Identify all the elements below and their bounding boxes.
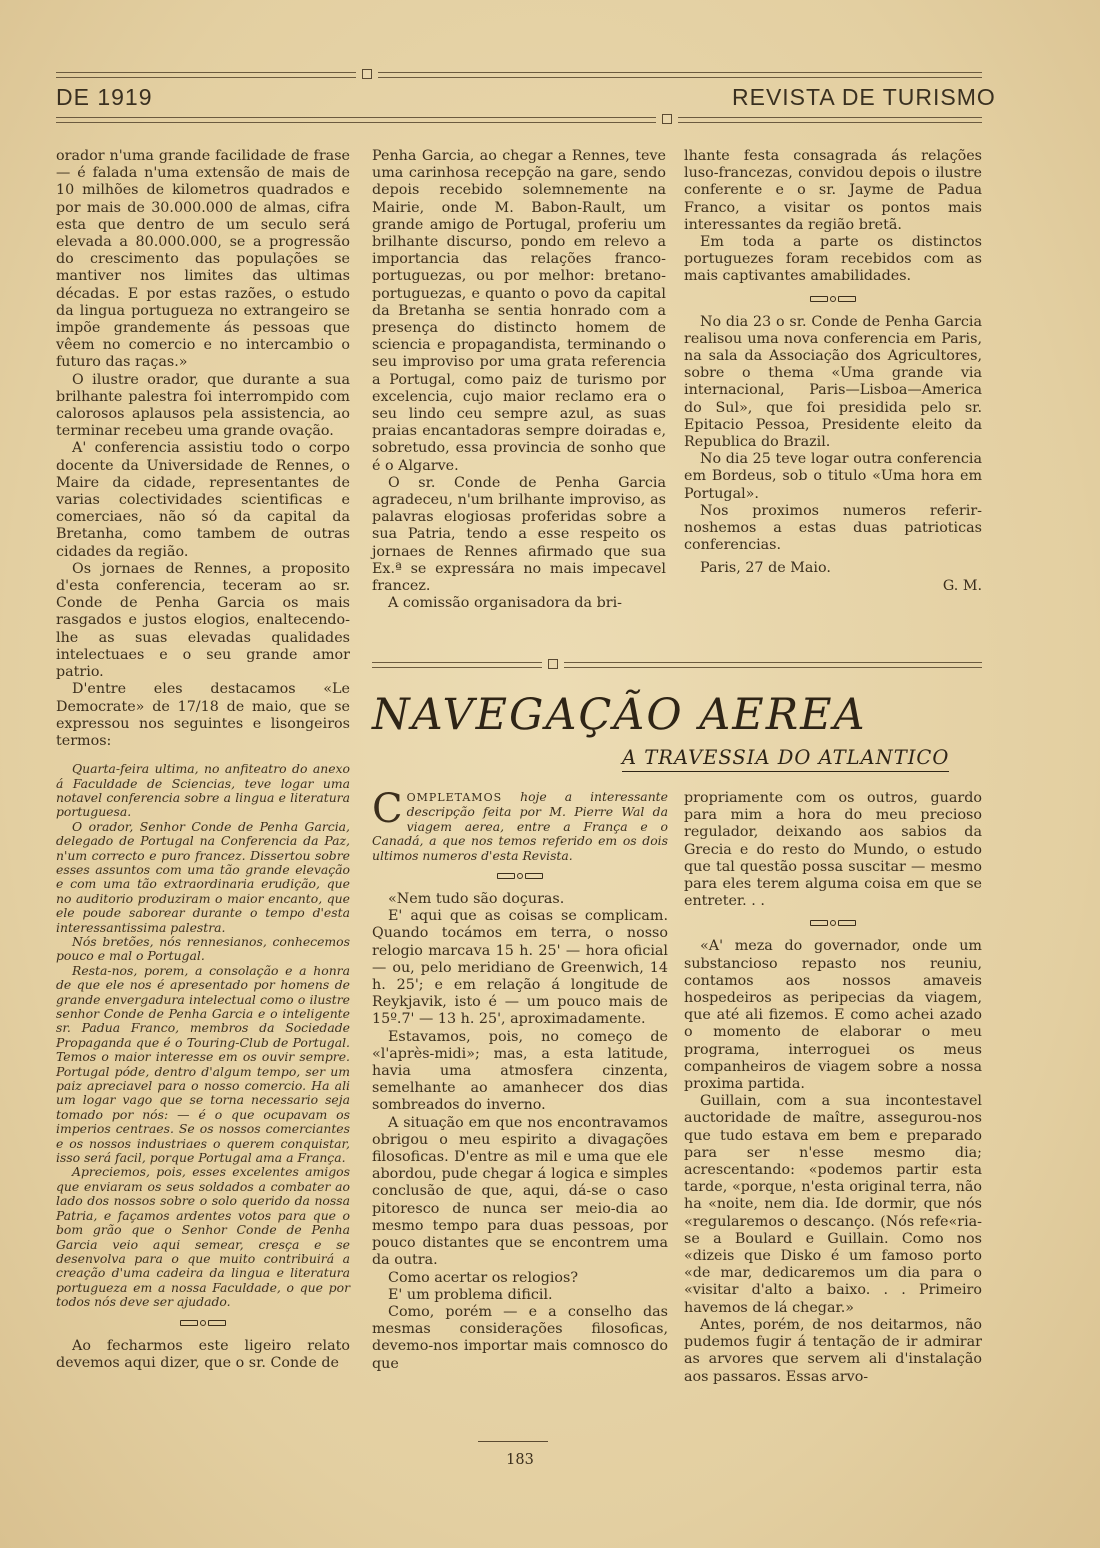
- paragraph: No dia 25 teve logar outra conferencia em Bordeus, sob o titulo «Uma hora em Portugal».: [684, 451, 982, 502]
- running-head-left: DE 1919: [56, 84, 153, 110]
- paragraph: Estavamos, pois, no começo de «l'après-midi»; mas, a esta latitude, havia uma atmosfera cinzenta, semelhante ao amanhecer dos dias sombreados do inverno.: [372, 1028, 668, 1114]
- quote-paragraph: Nós bretões, nós rennesianos, conhecemos pouco e mal o Portugal.: [56, 933, 350, 964]
- header-rule-left: [56, 72, 356, 78]
- column-3: [684, 148, 982, 595]
- paragraph: Antes, porém, de nos deitarmos, não pudemos fugir á tentação de ir admirar as arvores que servem ali d'instalação aos passaros. Essas arvo-: [684, 1316, 982, 1385]
- intro-text: hoje a interessante descripção feita por M. Pierre Wal da viagem aerea, entre a França e o Canadá, a que nos temos referido em os dois ultimos numeros d'esta Revista.: [372, 789, 668, 863]
- column-5: [684, 790, 982, 1386]
- quote-paragraph: Resta-nos, porem, a consolação e a honra de que ele nos é apresentado por homens de grande envergadura intelectual como o ilustre senhor Conde de Penha Garcia e o inteligente sr. Padua Franco, membros da Sociedade Propaganda que é o Touring-Club de Portugal. Temos o maior interesse em os ouvir sempre. Portugal póde, dentro d'algum tempo, ser um paiz apreciavel para o nosso comercio. Ha ali um logar vago que se torna necessario seja tomado por nós: — é o que ocupavam os imperios centraes. Se os nossos comerciantes e os nossos industriaes o querem conquistar, isso será facil, porque Portugal ama a França.: [56, 962, 350, 1166]
- running-head-right: REVISTA DE TURISMO: [732, 84, 996, 110]
- paragraph: Como acertar os relogios?: [388, 1269, 579, 1286]
- paragraph: E' um problema dificil.: [388, 1286, 553, 1303]
- paragraph: A' conferencia assistiu todo o corpo docente da Universidade de Rennes, o Maire da cidade, representantes de varias colectividades scientificas e comerciaes, não só da capital da Bretanha, como tambem de outras cidades da região.: [56, 440, 350, 560]
- quote-paragraph: Apreciemos, pois, esses excelentes amigos que enviaram os seus soldados a combater ao lado dos nossos sobre o solo querido da nossa Patria, e façamos ardentes votos para que o bom grão que o Senhor Conde de Penha Garcia veio aqui semear, cresça e se desenvolva para o que muito contribuirá a creação d'uma cadeira da lingua e literatura portugueza em a nossa Faculdade, o que por todos nós deve ser ajudado.: [56, 1164, 350, 1310]
- quote-paragraph: Quarta-feira ultima, no anfiteatro do anexo á Faculdade de Sciencias, teve logar uma notavel conferencia sobre a lingua e literatura portuguesa.: [56, 761, 350, 820]
- column-4: [372, 786, 668, 1373]
- drop-cap: C: [372, 786, 403, 832]
- paragraph: A situação em que nos encontravamos obrigou o meu espirito a divagações filosoficas. D'entre as mil e uma que ele abordou, pude chegar á logica e simples conclusão de que, aqui, dá-se o caso pitoresco de nunca ser meio-dia ao mesmo tempo para duas pessoas, por pouco distantes que se encontrem uma da outra.: [372, 1114, 668, 1269]
- paragraph: Ao fecharmos este ligeiro relato devemos aqui dizer, que o sr. Conde de: [56, 1337, 350, 1371]
- paragraph: Como, porém — e a conselho das mesmas considerações filosoficas, devemo-nos importar mais comnosco do que: [372, 1303, 668, 1372]
- page-number: 183: [506, 1452, 534, 1468]
- header-rule-right: [378, 72, 982, 78]
- article-subtitle: A TRAVESSIA DO ATLANTICO: [622, 746, 949, 772]
- paragraph: O sr. Conde de Penha Garcia agradeceu, n'um brilhante improviso, as palavras elogiosas proferidas sobre a sua Patria, tendo a esse respeito os jornaes de Rennes afirmado que sua Ex.ª se expressára no mais impecavel francez.: [372, 474, 666, 595]
- paragraph: Guillain, com a sua incontestavel auctoridade de maître, assegurou-nos que tudo estava em bem e preparado para ser n'esse mesmo dia; acrescentando: «podemos partir esta tarde, «porque, n'esta original terra, não ha «noite, nem dia. Ide dormir, que nós «regularemos o descanço. (Nós refe«ria-se a Boulard e Guillain. Como nos «dizeis que Disko é um famoso porto «de mar, dedicaremos um dia para o «visitar d'alto a baixo. . . Primeiro havemos de lá chegar.»: [684, 1093, 982, 1316]
- dateline: Paris, 27 de Maio.: [700, 560, 831, 577]
- paragraph: «Nem tudo são doçuras.: [388, 891, 565, 908]
- article-divider-right: [564, 662, 982, 668]
- paragraph: «A' meza do governador, onde um substancioso repasto nos reuniu, contamos aos nossos amaveis hospedeiros as peripecias da viagem, que até ali fizemos. E como achei azado o momento de elaborar o meu programa, interroguei os meus companheiros de viagem sobre a nossa proxima partida.: [684, 938, 982, 1093]
- section-ornament: [810, 295, 856, 302]
- article-intro: [372, 786, 668, 863]
- paragraph: Os jornaes de Rennes, a proposito d'esta conferencia, teceram ao sr. Conde de Penha Garcia os mais rasgados e justos elogios, enaltecendo-lhe as suas elevadas qualidades intelectuaes e o seu grande amor patrio.: [56, 560, 350, 681]
- paragraph: Penha Garcia, ao chegar a Rennes, teve uma carinhosa recepção na gare, sendo depois recebido solemnemente na Mairie, onde M. Babon-Rault, um grande amigo de Portugal, proferiu um brilhante discurso, pondo em relevo a importancia das relações franco-portuguezas, ou por melhor: bretano-portuguezas, e quanto o povo da capital da Bretanha se sentia honrado com a presença do distincto homem de sciencia e propagandista, terminando o seu improviso por uma grata referencia a Portugal, como paiz de turismo por excelencia, cujo maior reclamo era o seu lindo ceu sempre azul, as suas praias encantadoras sempre doiradas e, sobretudo, essa provincia de sonho que é o Algarve.: [372, 148, 666, 474]
- header-rule-lower-right: [678, 117, 982, 123]
- paragraph: lhante festa consagrada ás relações luso-francezas, convidou depois o ilustre conferente e o sr. Jayme de Padua Franco, a visitar os pontos mais interessantes da região bretã.: [684, 148, 982, 233]
- section-ornament: [497, 872, 543, 879]
- header-rule-lower-left: [56, 117, 656, 123]
- header-ornament: [362, 69, 372, 79]
- header-ornament-lower: [662, 114, 672, 124]
- paragraph: No dia 23 o sr. Conde de Penha Garcia realisou uma nova conferencia em Paris, na sala da Associação dos Agricultores, sobre o thema «Uma grande via internacional, Paris—Lisboa—America do Sul», que foi presidida pelo sr. Epitacio Pessoa, Presidente eleito da Republica do Brazil.: [684, 313, 982, 451]
- paragraph: orador n'uma grande facilidade de frase — é falada n'uma extensão de mais de 10 milhões de kilometros quadrados e por mais de 30.000.000 de almas, cifra esta que dentro de um seculo será elevada a 80.000.000, se a progressão do crescimento das populações se mantiver nos limites das ultimas décadas. E por estas razões, o estudo da lingua portugueza no extrangeiro se impõe grandemente ás pessoas que vêem no comercio e no intercambio o futuro das raças.»: [56, 148, 350, 371]
- intro-lead: OMPLETAMOS: [406, 791, 503, 804]
- paragraph: A comissão organisadora da bri-: [388, 595, 622, 612]
- article-title: NAVEGAÇÃO AEREA: [372, 690, 867, 740]
- column-2: [372, 148, 666, 612]
- section-ornament: [810, 919, 856, 926]
- page-number-rule: [478, 1441, 548, 1442]
- paragraph: propriamente com os outros, guardo para mim a hora do meu precioso regulador, deixando aos sabios da Grecia e do resto do Mundo, o estudo que tal questão possa suscitar — mesmo para eles terem alguma coisa em que se entreter. . .: [684, 790, 982, 910]
- article-divider-left: [372, 662, 542, 668]
- signature: G. M.: [942, 577, 982, 594]
- paragraph: D'entre eles destacamos «Le Democrate» de 17/18 de maio, que se expressou nos seguintes e lisongeiros termos:: [56, 681, 350, 749]
- paragraph: E' aqui que as coisas se complicam. Quando tocámos em terra, o nosso relogio marcava 15 h. 25' — hora oficial — ou, pelo meridiano de Greenwich, 14 h. 25'; e em relação á longitude de Reykjavik, isto é — um pouco mais de 15º.7' — 13 h. 25', aproximadamente.: [372, 908, 668, 1028]
- paragraph: Em toda a parte os distinctos portuguezes foram recebidos com as mais captivantes amabilidades.: [684, 234, 982, 285]
- column-1: [56, 148, 350, 1372]
- quote-paragraph: O orador, Senhor Conde de Penha Garcia, delegado de Portugal na Conferencia da Paz, n'um correcto e puro francez. Dissertou sobre esses assuntos com uma tão grande elevação e com uma tão extraordinaria erudição, que no auditorio produziram o maior encanto, que ele poude saborear durante o tempo d'esta interessantissima palestra.: [56, 818, 350, 935]
- paragraph: O ilustre orador, que durante a sua brilhante palestra foi interrompido com calorosos aplausos pela assistencia, ao terminar recebeu uma grande ovação.: [56, 371, 350, 440]
- paragraph: Nos proximos numeros referir-noshemos a estas duas patrioticas conferencias.: [684, 502, 982, 554]
- article-divider-ornament: [548, 659, 558, 669]
- section-ornament: [180, 1319, 226, 1326]
